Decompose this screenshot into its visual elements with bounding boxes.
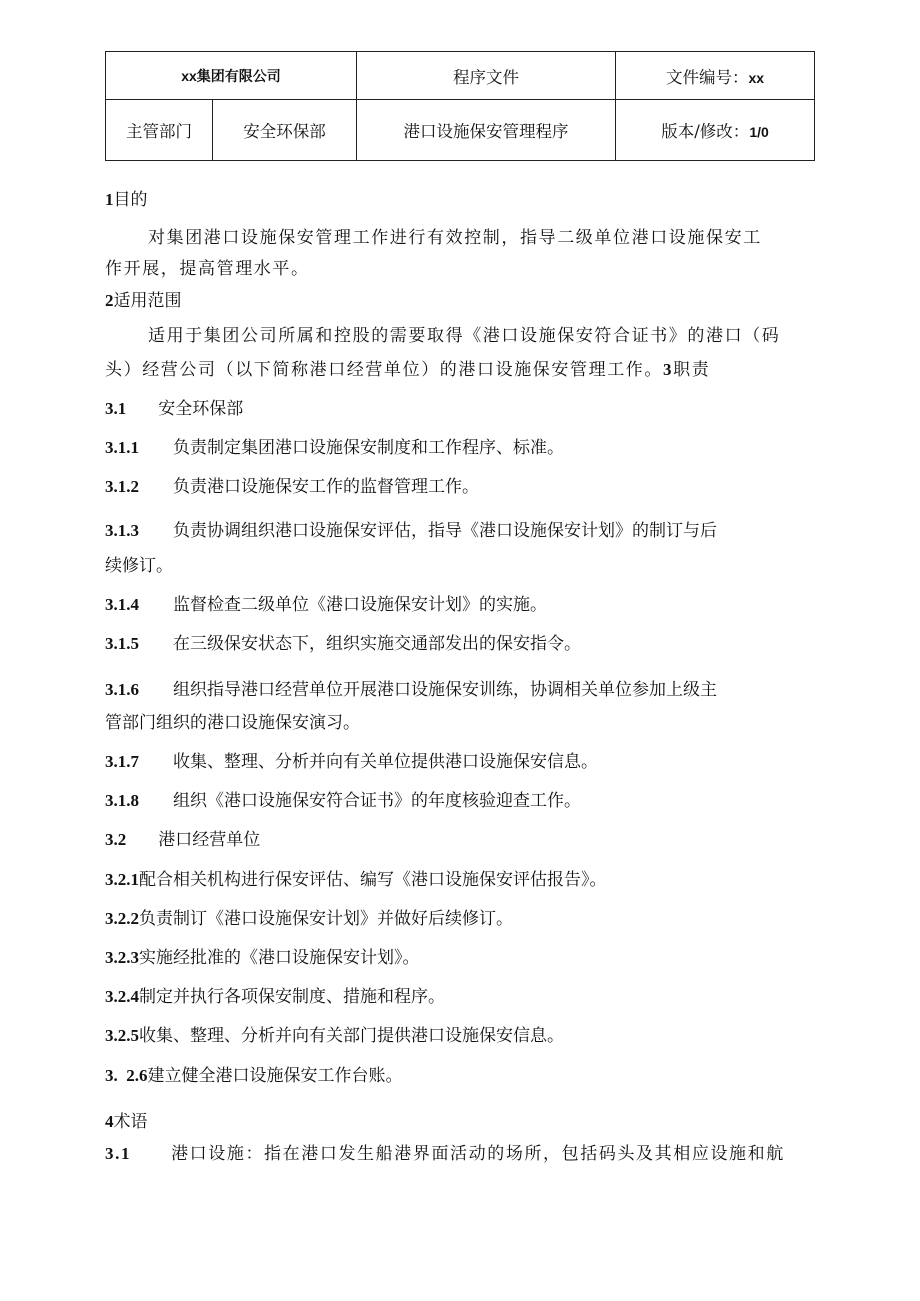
header-table xyxy=(105,51,815,161)
item-3-2-2: 3.2.2负责制订《港口设施保安计划》并做好后续修订。 xyxy=(105,909,513,929)
version-cell xyxy=(616,100,815,161)
item-3-1-7: 3.1.7 收集、整理、分析并向有关单位提供港口设施保安信息。 xyxy=(105,752,598,772)
item-3-1-4: 3.1.4 监督检查二级单位《港口设施保安计划》的实施。 xyxy=(105,595,547,615)
section-1-heading: 1目的 xyxy=(105,190,148,210)
doc-title-cell: 港口设施保安管理程序 xyxy=(357,100,616,161)
item-3-1-6-continuation: 管部门组织的港口设施保安演习。 xyxy=(105,713,360,733)
section-2-heading: 2适用范围 xyxy=(105,291,182,311)
section-2-paragraph-line-2: 头）经营公司（以下简称港口经营单位）的港口设施保安管理工作。3职责 xyxy=(105,360,711,380)
doc-number-label: 文件编号： xyxy=(665,67,749,87)
company-cell xyxy=(106,52,357,100)
section-3-number: 3 xyxy=(663,360,674,379)
item-3-1-3: 3.1.3 负责协调组织港口设施保安评估，指导《港口设施保安计划》的制订与后 xyxy=(105,521,717,541)
header-row-2 xyxy=(106,100,815,161)
item-3-2-4: 3.2.4制定并执行各项保安制度、措施和程序。 xyxy=(105,987,445,1007)
item-3-1-5: 3.1.5 在三级保安状态下，组织实施交通部发出的保安指令。 xyxy=(105,634,581,654)
item-3-1-2: 3.1.2 负责港口设施保安工作的监督管理工作。 xyxy=(105,477,479,497)
section-4-item-3-1: 3.1 港口设施：指在港口发生船港界面活动的场所，包括码头及其相应设施和航 xyxy=(105,1144,785,1164)
section-2-paragraph-line-1: 适用于集团公司所属和控股的需要取得《港口设施保安符合证书》的港口（码 xyxy=(148,326,781,346)
item-3-2-3: 3.2.3实施经批准的《港口设施保安计划》。 xyxy=(105,948,420,968)
dept-value-cell: 安全环保部 xyxy=(213,100,357,161)
item-3-2-1: 3.2.1配合相关机构进行保安评估、编写《港口设施保安评估报告》。 xyxy=(105,870,607,890)
section-1-paragraph-line-2: 作开展，提高管理水平。 xyxy=(105,259,310,279)
item-3-1-6: 3.1.6 组织指导港口经营单位开展港口设施保安训练，协调相关单位参加上级主 xyxy=(105,680,717,700)
doc-number-cell xyxy=(616,52,815,100)
dept-label-cell: 主管部门 xyxy=(106,100,213,161)
item-3-2: 3.2 港口经营单位 xyxy=(105,830,261,850)
item-3-2-5: 3.2.5收集、整理、分析并向有关部门提供港口设施保安信息。 xyxy=(105,1026,564,1046)
version-value: 1/0 xyxy=(749,124,769,140)
section-3-title: 职责 xyxy=(673,360,711,380)
header-row-1 xyxy=(106,52,815,100)
version-label: 版本/修改： xyxy=(661,122,750,141)
doc-type-cell: 程序文件 xyxy=(357,52,616,100)
company-name: xx集团有限公司 xyxy=(181,67,281,84)
section-4-heading: 4术语 xyxy=(105,1112,148,1132)
section-1-paragraph-line-1: 对集团港口设施保安管理工作进行有效控制，指导二级单位港口设施保安工 xyxy=(148,228,762,248)
doc-number-value: xx xyxy=(748,69,765,86)
item-3-1-8: 3.1.8 组织《港口设施保安符合证书》的年度核验迎查工作。 xyxy=(105,791,581,811)
item-3-2-6: 3. 2.6建立健全港口设施保安工作台账。 xyxy=(105,1066,403,1086)
item-3-1-1: 3.1.1 负责制定集团港口设施保安制度和工作程序、标准。 xyxy=(105,438,564,458)
item-3-1-3-continuation: 续修订。 xyxy=(105,556,173,576)
item-3-1: 3.1 安全环保部 xyxy=(105,399,244,419)
